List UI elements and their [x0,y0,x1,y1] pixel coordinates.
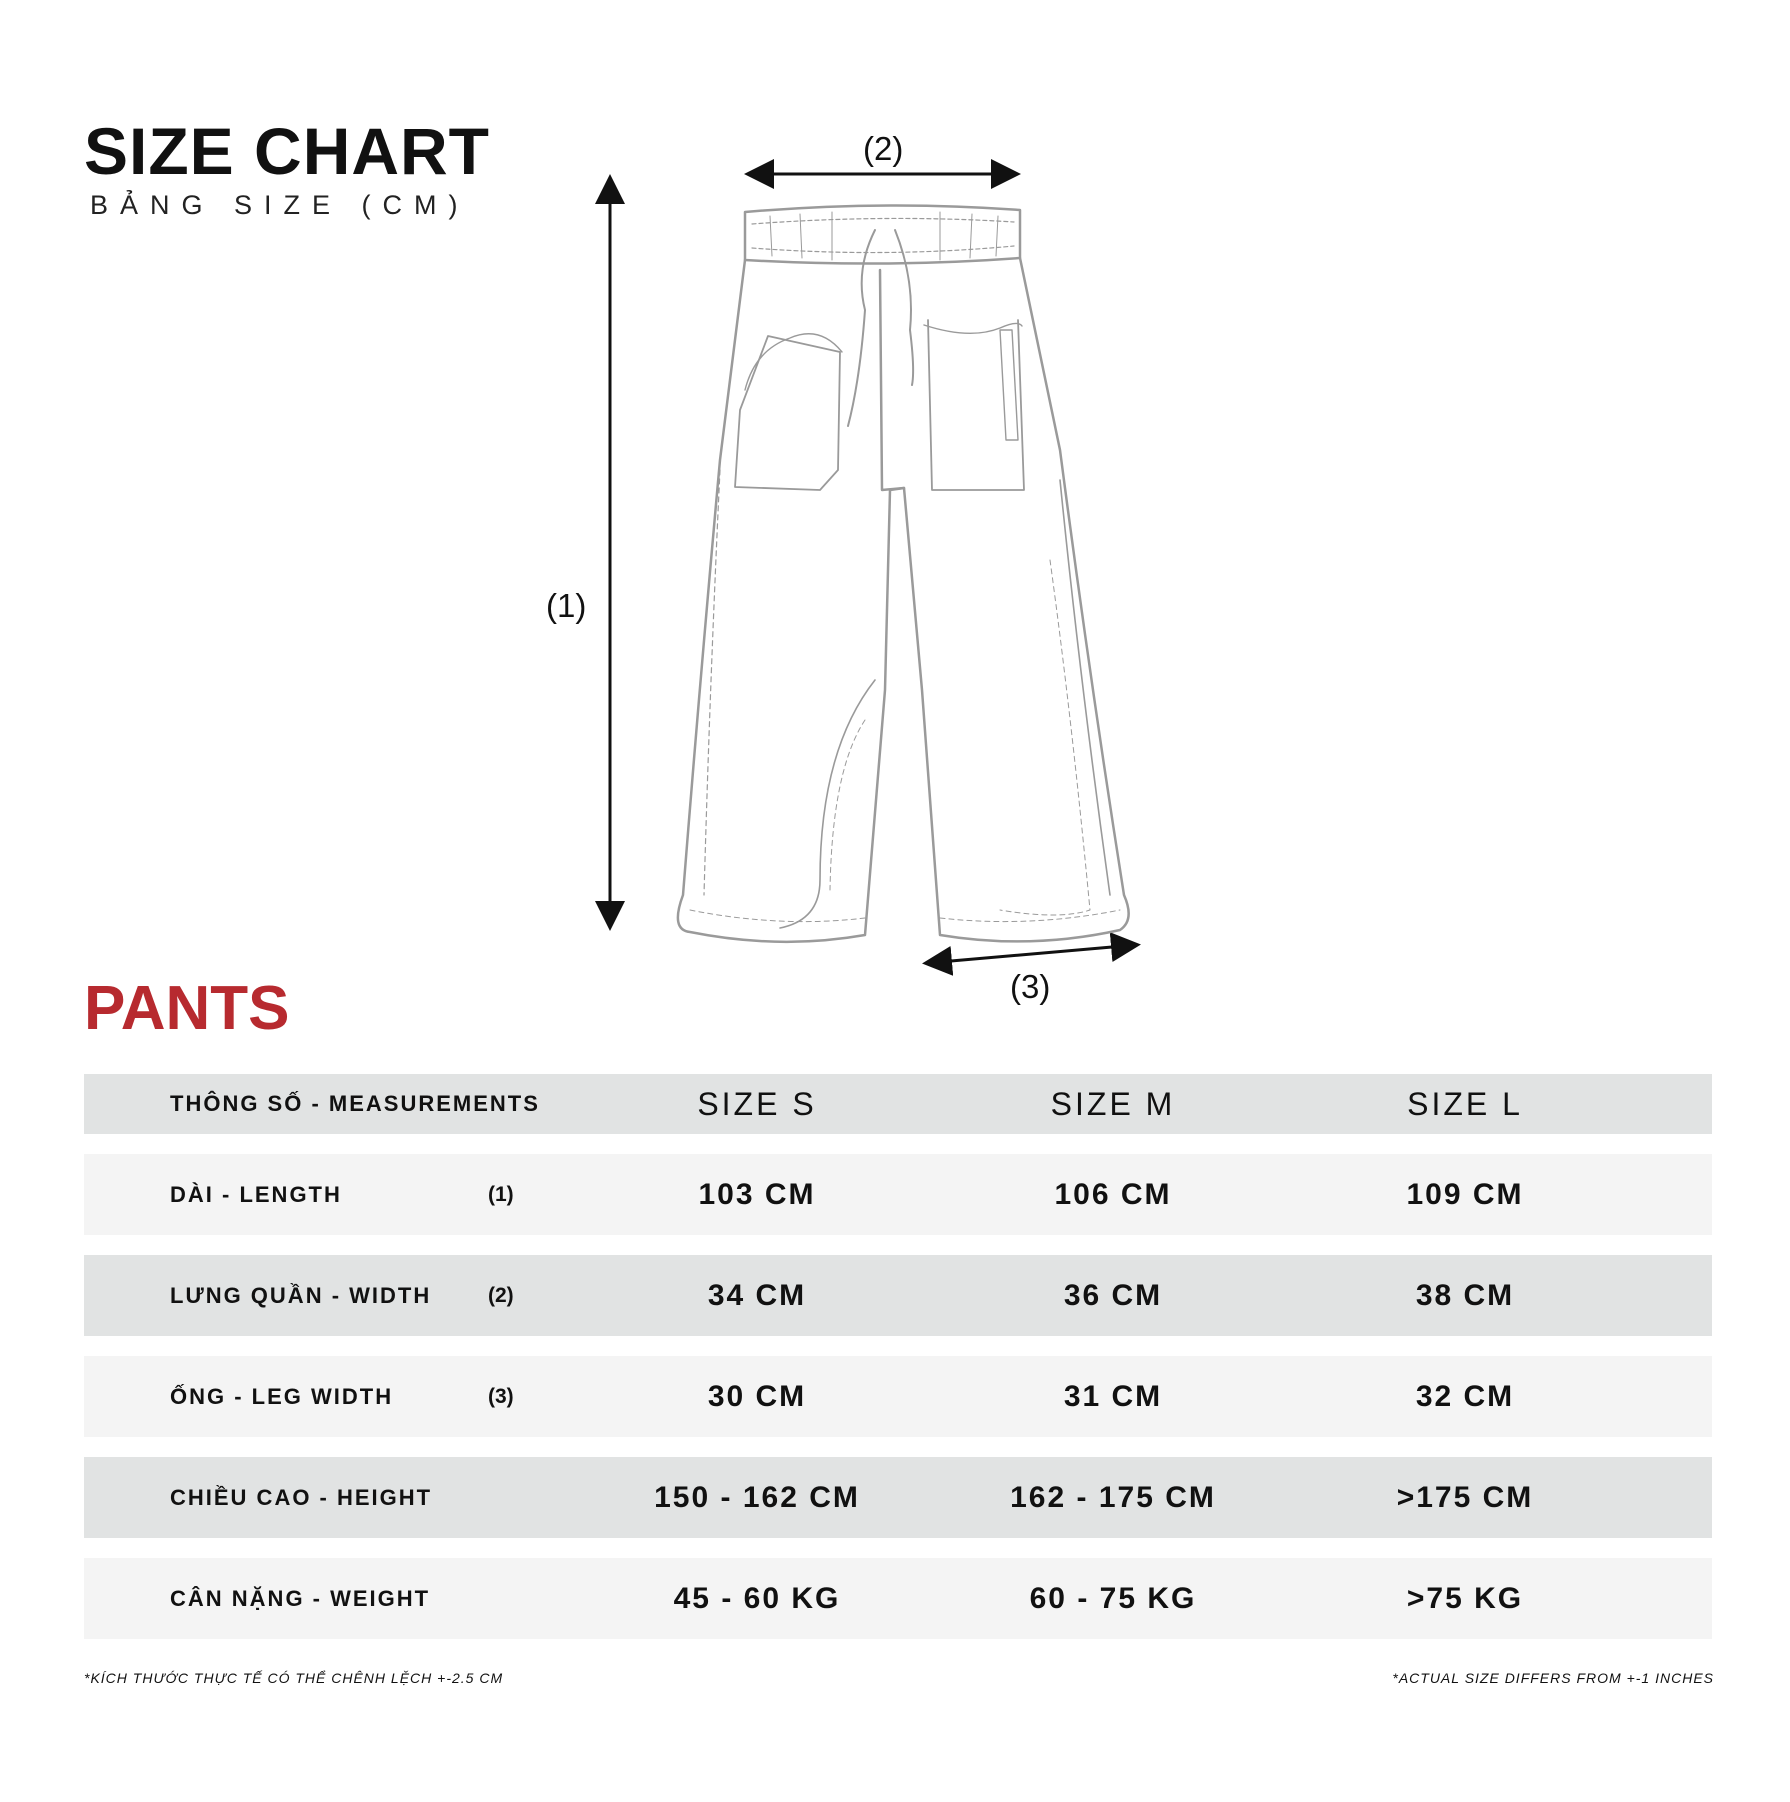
table-row [84,1154,1712,1235]
table-header-row [84,1074,1712,1134]
length-label: (1) [546,587,587,624]
size-l-value: 38 CM [1415,1278,1515,1312]
size-s-value: 150 - 162 CM [654,1480,860,1514]
row-label: CÂN NẶNG - WEIGHT [170,1585,431,1611]
size-s-value: 30 CM [707,1379,807,1413]
row-label: CHIỀU CAO - HEIGHT [170,1484,433,1510]
size-l-value: 109 CM [1406,1177,1524,1211]
size-m-value: 162 - 175 CM [1010,1480,1216,1514]
width-label: (2) [863,130,904,167]
footnote-vietnamese: *KÍCH THƯỚC THỰC TẾ CÓ THỂ CHÊNH LỆCH +-2.5 CM [84,1670,504,1686]
size-s-header: SIZE S [697,1085,817,1122]
section-title: PANTS [84,974,290,1043]
size-m-value: 31 CM [1063,1379,1163,1413]
size-m-value: 106 CM [1054,1177,1172,1211]
page-title: SIZE CHART [84,114,490,188]
row-label: LƯNG QUẦN - WIDTH [170,1282,432,1308]
leg-width-label: (3) [1010,968,1051,1005]
size-table [84,1074,1712,1659]
row-ref: (2) [488,1283,514,1307]
size-m-header: SIZE M [1050,1085,1176,1122]
footnote-english: *ACTUAL SIZE DIFFERS FROM +-1 INCHES [1392,1670,1714,1686]
table-row [84,1255,1712,1336]
size-s-value: 34 CM [707,1278,807,1312]
size-l-value: >175 CM [1396,1480,1534,1514]
row-label: DÀI - LENGTH [170,1181,342,1207]
table-row [84,1558,1712,1639]
row-ref: (3) [488,1384,514,1408]
size-s-value: 45 - 60 KG [673,1581,841,1615]
row-label: ỐNG - LEG WIDTH [170,1383,394,1409]
size-m-value: 60 - 75 KG [1029,1581,1197,1615]
leg-width-arrow [928,945,1135,963]
page-subtitle: BẢNG SIZE (CM) [90,190,470,220]
size-l-header: SIZE L [1407,1085,1523,1122]
pants-diagram [520,120,1160,1020]
table-row [84,1457,1712,1538]
size-l-value: 32 CM [1415,1379,1515,1413]
size-l-value: >75 KG [1406,1581,1524,1615]
pants-illustration-icon [520,120,1160,1020]
measurements-header: THÔNG SỐ - MEASUREMENTS [170,1091,540,1116]
row-ref: (1) [488,1182,514,1206]
size-s-value: 103 CM [698,1177,816,1211]
size-m-value: 36 CM [1063,1278,1163,1312]
table-row [84,1356,1712,1437]
